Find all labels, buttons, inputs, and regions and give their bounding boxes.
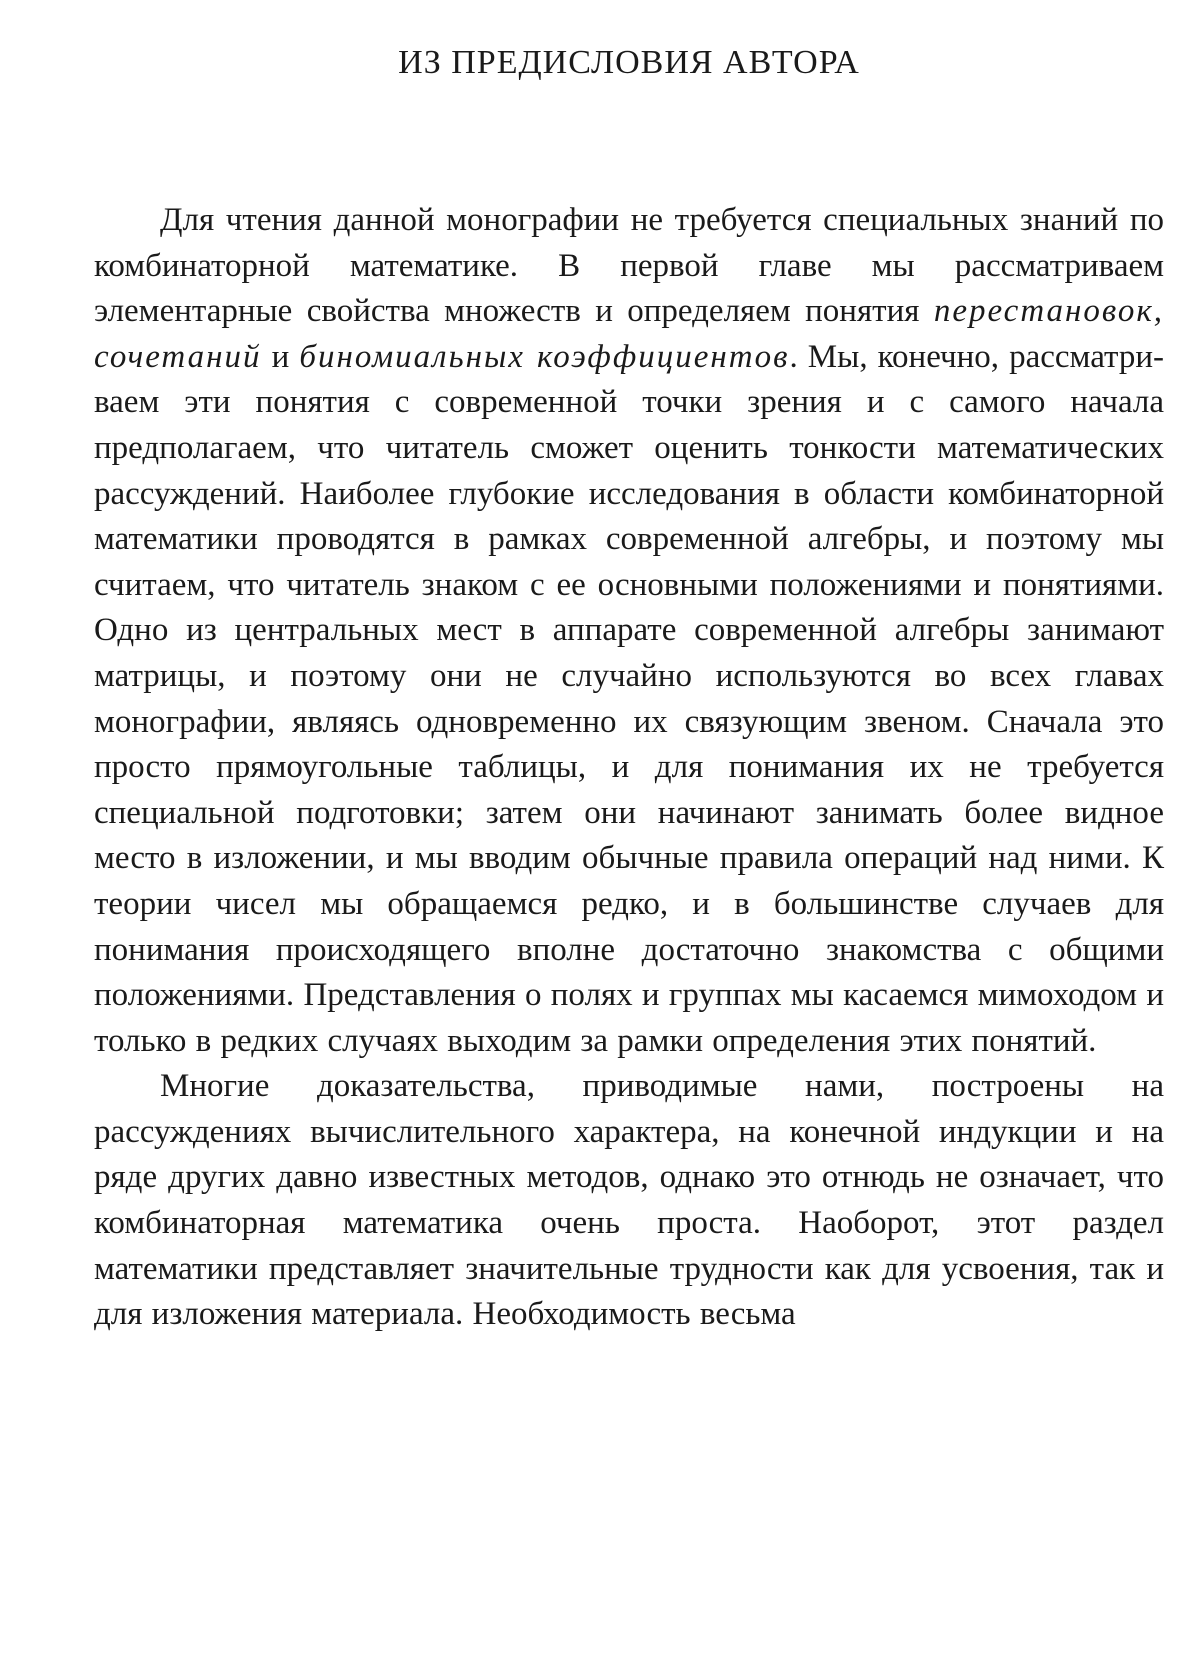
paragraph-1-text-before: Для чтения данной монографии не требуется специальных знаний по комбинаторной математике. В первой главе мы рассматриваем элементарные свойства множеств и определяем понятия — [94, 202, 1164, 330]
paragraph-1-text-after: . Мы, конечно, рассматриваем эти понятия с современной точки зрения и с самого начала предполагаем, что читатель сможет оценить тонкости математических рассуждений. Наиболее глубокие исследования в области комбинаторной математики проводятся в рамках современной алгебры, и поэтому мы считаем, что читатель знаком с ее основными положениями и понятиями. Одно из центральных мест в аппарате современной алгебры занимают матрицы, и поэтому они не случайно используются во всех главах монографии, являясь одновременно их связующим звеном. Сначала это просто прямоугольные таблицы, и для понимания их не требуется специальной подготовки; затем они начинают занимать более видное место в изложении, и мы вводим обычные правила операций над ними. К теории чисел мы обращаемся редко, и в большинстве случаев для понимания происходящего вполне достаточно знакомства с общими положениями. Представления о полях и группах мы касаемся мимоходом и только в редких случаях выходим за рамки определения этих понятий. — [94, 338, 1164, 1059]
page-title: ИЗ ПРЕДИСЛОВИЯ АВТОРА — [398, 44, 860, 81]
body-text — [94, 198, 1164, 1338]
emphasis-binomial-coefficients: биномиальных коэффициентов — [299, 338, 790, 375]
paragraph-1-text-mid: и — [261, 338, 300, 375]
emphasis-permutations-combinations: перестановок, сочетаний — [94, 293, 1164, 375]
paragraph-2: Многие доказательства, приводимые нами, построены на рассуждениях вычислительного характера, на конечной индукции и на ряде других давно известных методов, однако это отнюдь не означает, что комбинаторная математика очень проста. Наоборот, этот раздел математики представляет значительные трудности как для усвоения, так и для изложения материала. Необходимость весьма — [94, 1068, 1164, 1333]
paragraph-1 — [94, 198, 1164, 1064]
